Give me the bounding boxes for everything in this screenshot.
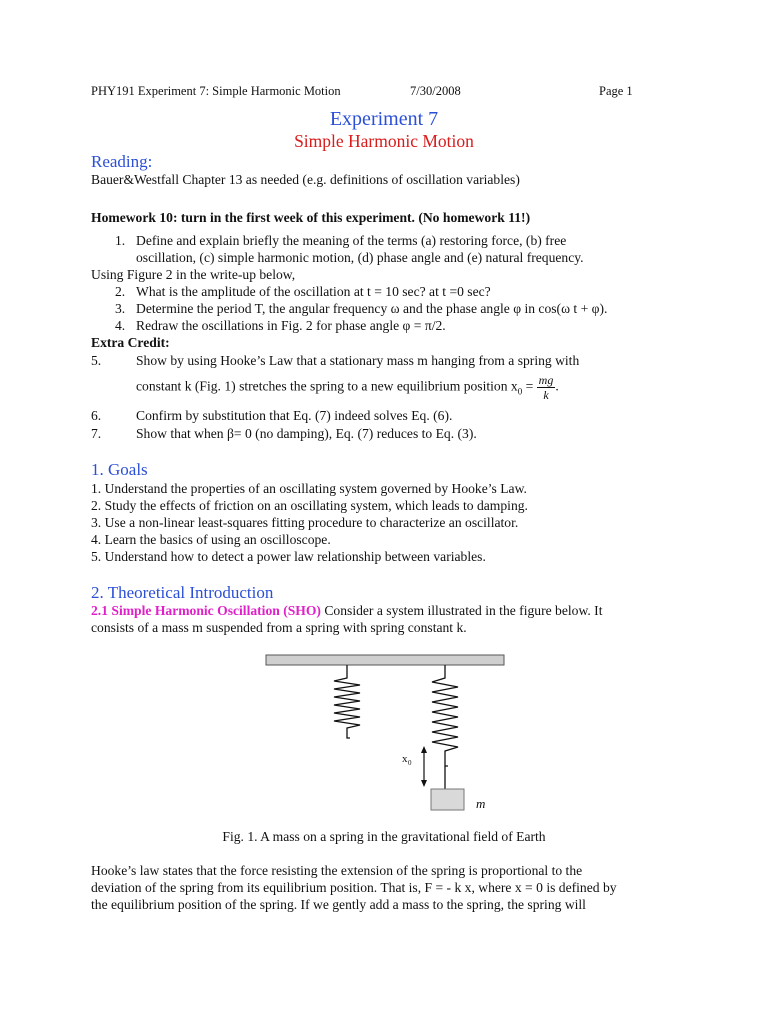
ec-item-5-line1: Show by using Hooke’s Law that a stationary mass m hanging from a spring with (136, 353, 580, 368)
ec-item-6-num: 6. (91, 408, 102, 423)
x0-subscript: 0 (517, 386, 523, 397)
homework-label: Homework 10 (91, 210, 173, 225)
period: . (555, 378, 559, 394)
arrow-head-up (421, 746, 427, 753)
sho-paragraph-line2: consists of a mass m suspended from a spring with spring constant k. (91, 620, 467, 635)
header-date: 7/30/2008 (410, 84, 461, 98)
left-spring (334, 665, 360, 738)
x0-label-subscript: 0 (408, 759, 412, 767)
goal-item-4: 4. Learn the basics of using an oscilloscope. (91, 532, 331, 547)
figure-caption: Fig. 1. A mass on a spring in the gravitational field of Earth (222, 829, 546, 844)
hw-item-3-num: 3. (115, 301, 126, 316)
x0-label: x (402, 753, 408, 765)
homework-heading (91, 210, 530, 226)
hw-item-1-line1: Define and explain briefly the meaning of the terms (a) restoring force, (b) free (136, 233, 567, 248)
arrow-head-down (421, 780, 427, 787)
goal-item-5: 5. Understand how to detect a power law relationship between variables. (91, 549, 486, 564)
right-spring (432, 665, 458, 766)
hw-item-2-num: 2. (115, 284, 126, 299)
hooke-line-1: Hooke’s law states that the force resisting the extension of the spring is proportional to the (91, 863, 583, 878)
spring-figure (262, 652, 508, 823)
header-course: PHY191 Experiment 7: Simple Harmonic Motion (91, 84, 341, 98)
fraction-numerator: mg (538, 373, 554, 387)
ceiling-support (266, 655, 504, 665)
hw-item-2-text: What is the amplitude of the oscillation at t = 10 sec? at t =0 sec? (136, 284, 491, 299)
ec-item-5-line2 (136, 373, 559, 402)
goals-heading: 1. Goals (91, 460, 148, 479)
sho-text-1: Consider a system illustrated in the figure below. It (320, 603, 603, 618)
document-subtitle: Simple Harmonic Motion (294, 131, 474, 151)
hw-item-4-text: Redraw the oscillations in Fig. 2 for phase angle φ = π/2. (136, 318, 446, 333)
mass-block (431, 789, 464, 810)
ec-item-7-text: Show that when β= 0 (no damping), Eq. (7) reduces to Eq. (3). (136, 426, 477, 441)
ec-item-5-line2-text: constant k (Fig. 1) stretches the spring to a new equilibrium position x (136, 378, 518, 394)
hooke-line-3: the equilibrium position of the spring. If we gently add a mass to the spring, the spring will (91, 897, 586, 912)
document-title: Experiment 7 (329, 108, 439, 130)
mass-label: m (476, 796, 486, 811)
theory-heading: 2. Theoretical Introduction (91, 583, 274, 602)
hooke-line-2: deviation of the spring from its equilibrium position. That is, F = - k x, where x = 0 is defined by (91, 880, 617, 895)
reading-heading: Reading: (91, 152, 153, 171)
using-figure-text: Using Figure 2 in the write-up below, (91, 267, 296, 282)
homework-note: : turn in the first week of this experiment. (No homework 11!) (172, 210, 531, 225)
equals-sign: = (522, 378, 537, 394)
ec-item-6-text: Confirm by substitution that Eq. (7) indeed solves Eq. (6). (136, 408, 453, 423)
mg-over-k-fraction (537, 373, 559, 402)
fraction-denominator: k (543, 388, 549, 402)
reading-text: Bauer&Westfall Chapter 13 as needed (e.g. definitions of oscillation variables) (91, 172, 520, 187)
goal-item-3: 3. Use a non-linear least-squares fitting procedure to characterize an oscillator. (91, 515, 519, 530)
hw-item-3-text: Determine the period T, the angular frequency ω and the phase angle φ in cos(ω t + φ). (136, 301, 608, 316)
sho-label: 2.1 Simple Harmonic Oscillation (SHO) (91, 603, 321, 618)
extra-credit-heading: Extra Credit: (91, 335, 170, 350)
spring-diagram (262, 652, 508, 818)
goal-item-2: 2. Study the effects of friction on an oscillating system, which leads to damping. (91, 498, 528, 513)
hw-item-4-num: 4. (115, 318, 126, 333)
sho-paragraph-line1 (91, 603, 602, 619)
goal-item-1: 1. Understand the properties of an oscillating system governed by Hooke’s Law. (91, 481, 527, 496)
ec-item-7-num: 7. (91, 426, 102, 441)
hw-item-1-line2: oscillation, (c) simple harmonic motion, (d) phase angle and (e) natural frequency. (136, 250, 584, 265)
hw-item-1-num: 1. (115, 233, 126, 248)
header-page: Page 1 (599, 84, 633, 98)
ec-item-5-num: 5. (91, 353, 102, 368)
